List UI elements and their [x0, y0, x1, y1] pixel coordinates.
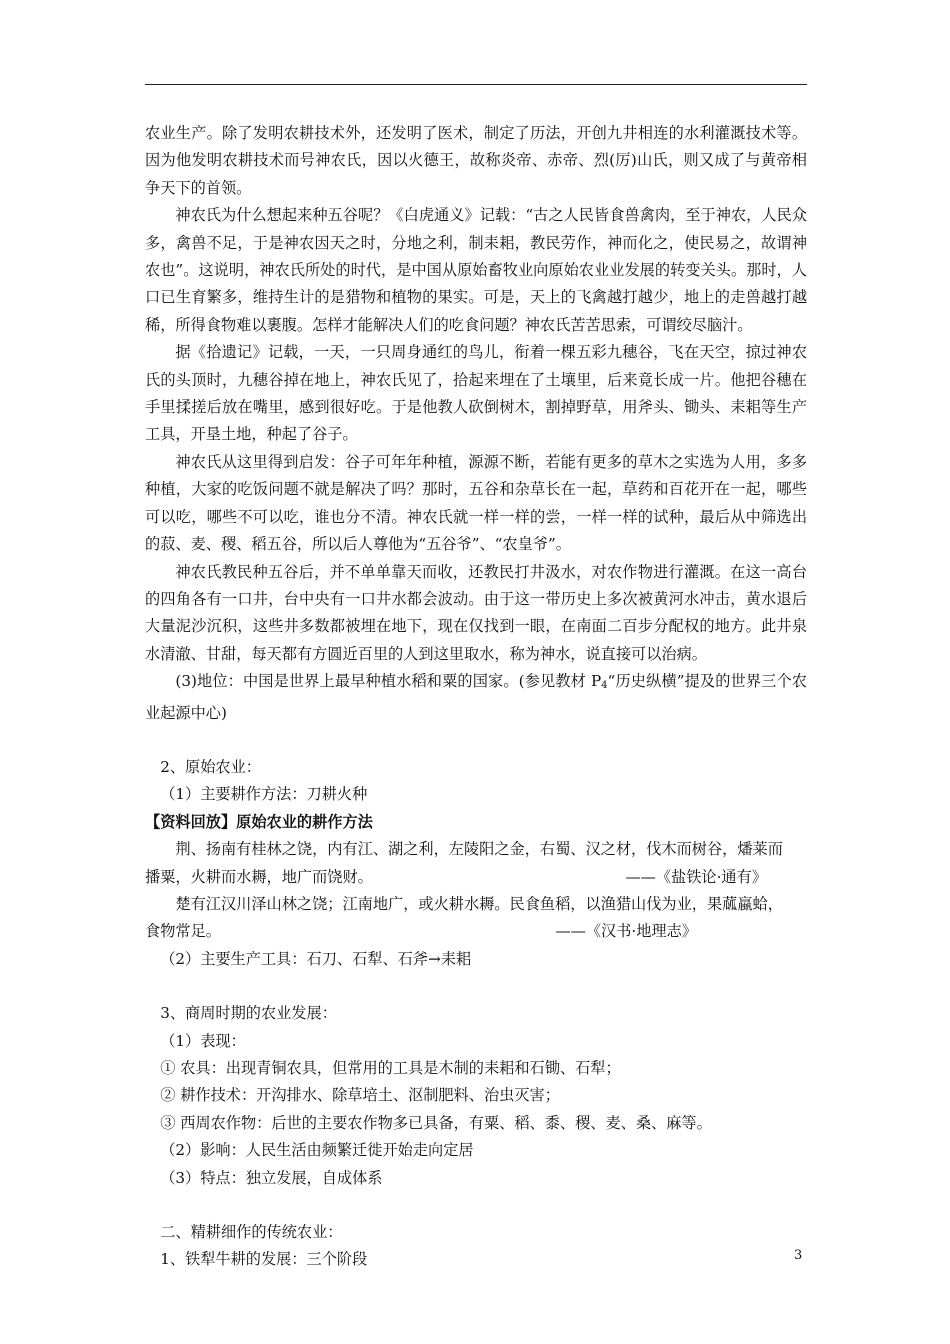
section-3-title: 3、商周时期的农业发展：	[160, 1004, 337, 1023]
section-2-item-1: （1）主要耕作方法：刀耕火种	[160, 785, 368, 804]
section-3-item-2: （2）影响：人民生活由频繁迁徙开始走向定居	[160, 1141, 474, 1160]
status-text-a: (3)地位：中国是世界上最早种植水稻和粟的国家。(参见教材 P	[175, 672, 602, 691]
section-3-point-b: ② 耕作技术：开沟排水、除草培土、沤制肥料、治虫灭害；	[160, 1086, 560, 1105]
paragraph-1: 农业生产。除了发明农耕技术外，还发明了医术，制定了历法，开创九井相连的水利灌溉技术等。因为他发明农耕技术而号神农氏，因以火德王，故称炎帝、赤帝、烈(厉)山氏，则又成了与黄帝相争天下的首领。	[145, 124, 807, 197]
header-rule	[145, 84, 807, 85]
paragraph-status	[145, 668, 807, 727]
spacer	[145, 1192, 807, 1219]
paragraph-5: 神农氏教民种五谷后，并不单单靠天而收，还教民打井汲水，对农作物进行灌溉。在这一高台的四角各有一口井，台中央有一口井水都会波动。由于这一带历史上多次被黄河水冲击，黄水退后大量泥沙沉积，这些井多数都被埋在地下，现在仅找到一眼，在南面二百步分配权的地方。此井泉水清澈、甘甜，每天都有方圆近百里的人到这里取水，称为神水，说直接可以治病。	[145, 562, 807, 663]
paragraph-3: 据《拾遗记》记载，一天，一只周身通红的鸟儿，衔着一棵五彩九穗谷，飞在天空，掠过神农氏的头顶时，九穗谷掉在地上，神农氏见了，拾起来埋在了土壤里，后来竟长成一片。他把谷穗在手里揉搓后放在嘴里，感到很好吃。于是他教人砍倒树木，割掉野草，用斧头、锄头、耒耜等生产工具，开垦土地，种起了谷子。	[145, 343, 807, 444]
section-3-item-3: （3）特点：独立发展，自成体系	[160, 1168, 383, 1187]
section-2-item-2: （2）主要生产工具：石刀、石犁、石斧→耒耜	[160, 949, 472, 968]
paragraph-4: 神农氏从这里得到启发：谷子可年年种植，源源不断，若能有更多的草木之实选为人用，多多种植，大家的吃饭问题不就是解决了吗？那时，五谷和杂草长在一起，草药和百花开在一起，哪些可以吃，哪些不可以吃，谁也分不清。神农氏就一样一样的尝，一样一样的试种，最后从中筛选出的菽、麦、稷、稻五谷，所以后人尊他为“五谷爷”、“农皇爷”。	[145, 452, 807, 554]
status-text-b: “历史纵横”提及的世界三个农业起源中心)	[145, 672, 807, 722]
page-number: 3	[794, 1248, 803, 1263]
quote-1-line-2: 播粟，火耕而水耨，地广而饶财。	[145, 867, 373, 886]
quote-1-line-1: 荆、扬南有桂林之饶，内有江、湖之利，左陵阳之金，右蜀、汉之材，伐木而树谷，燔莱而	[175, 840, 783, 859]
material-review-heading: 【资料回放】原始农业的耕作方法	[145, 812, 373, 831]
quote-2-line-2: 食物常足。	[145, 922, 221, 941]
quote-1-source: ——《盐铁论·通有》	[625, 867, 767, 886]
quote-1-row	[145, 864, 807, 891]
section-4-item-1: 1、铁犁牛耕的发展：三个阶段	[160, 1250, 368, 1269]
section-3-point-a: ① 农具：出现青铜农具，但常用的工具是木制的耒耜和石锄、石犁；	[160, 1059, 621, 1077]
spacer	[145, 973, 807, 1000]
paragraph-2: 神农氏为什么想起来种五谷呢？《白虎通义》记载：“古之人民皆食兽禽肉，至于神农，人民众多，禽兽不足，于是神农因天之时，分地之利，制耒耜，教民劳作，神而化之，使民易之，故谓神农也”。这说明，神农氏所处的时代，是中国从原始畜牧业向原始农业业发展的转变关头。那时，人口已生育繁多，维持生计的是猎物和植物的果实。可是，天上的飞禽越打越少，地上的走兽越打越稀，所得食物难以裹腹。怎样才能解决人们的吃食问题？神农氏苦苦思索，可谓绞尽脑汁。	[145, 206, 807, 334]
quote-2-line-1: 楚有江汉川泽山林之饶；江南地广，或火耕水耨。民食鱼稻，以渔猎山伐为业，果蓏蠃蛤，	[175, 894, 783, 913]
section-2-title: 2、原始农业：	[160, 757, 261, 776]
quote-2-source: ——《汉书·地理志》	[555, 922, 697, 941]
section-4-title: 二、精耕细作的传统农业：	[160, 1223, 343, 1242]
document-body	[145, 120, 807, 1274]
quote-2-row	[145, 918, 807, 945]
spacer	[145, 727, 807, 754]
section-3-item-1: （1）表现：	[160, 1031, 246, 1050]
section-3-point-c: ③ 西周农作物：后世的主要农作物多已具备，有粟、稻、黍、稷、麦、桑、麻等。	[160, 1113, 712, 1132]
status-subscript: 4	[601, 680, 608, 692]
